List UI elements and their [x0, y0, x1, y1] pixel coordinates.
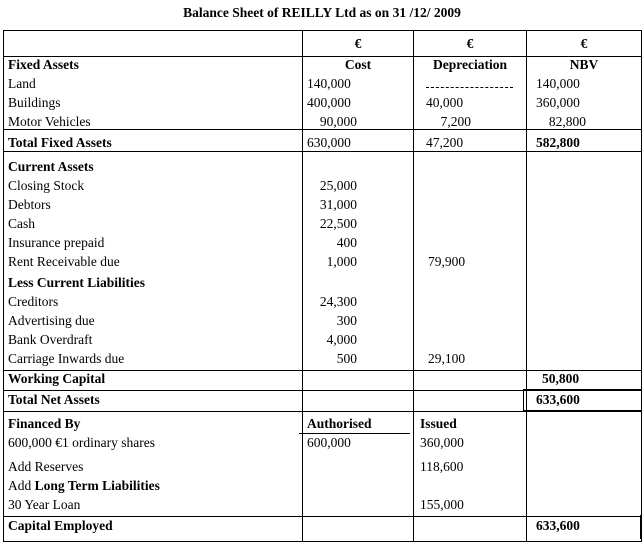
creditors-value: 24,300: [319, 294, 357, 309]
current-liabilities-heading: Less Current Liabilities: [8, 275, 146, 290]
authorised-header: Authorised: [307, 416, 372, 431]
add-reserves-label: Add Reserves: [8, 459, 84, 474]
working-capital-value: 50,800: [542, 371, 580, 386]
current-liabilities-total: 29,100: [428, 351, 466, 366]
total-fixed-assets-label: Total Fixed Assets: [8, 135, 112, 150]
table-border-left: [3, 30, 4, 542]
dashed-line: [426, 87, 513, 88]
cash-value: 22,500: [319, 216, 357, 231]
financed-by-heading: Financed By: [8, 416, 81, 431]
land-nbv: 140,000: [536, 76, 580, 91]
carriage-inwards-label: Carriage Inwards due: [8, 351, 125, 366]
current-assets-heading: Current Assets: [8, 159, 94, 174]
working-capital-label: Working Capital: [8, 371, 106, 386]
nbv-header: NBV: [569, 57, 599, 72]
fixed-assets-heading: Fixed Assets: [8, 57, 79, 72]
total-fixed-assets-depreciation: 47,200: [426, 135, 464, 150]
total-net-assets-label: Total Net Assets: [8, 392, 100, 407]
insurance-prepaid-value: 400: [336, 235, 357, 250]
capital-employed-label: Capital Employed: [8, 518, 113, 533]
long-term-liabilities-text: Long Term Liabilities: [34, 478, 160, 493]
total-net-assets-box: [523, 389, 642, 411]
insurance-prepaid-label: Insurance prepaid: [8, 235, 105, 250]
authorised-value: 600,000: [307, 435, 351, 450]
reserves-value: 118,600: [420, 459, 464, 474]
closing-stock-label: Closing Stock: [8, 178, 85, 193]
rent-receivable-value: 1,000: [326, 254, 357, 269]
currency-symbol-depreciation: €: [466, 36, 474, 51]
table-border-top: [3, 30, 642, 31]
issued-value: 360,000: [420, 435, 464, 450]
advertising-due-value: 300: [336, 313, 357, 328]
debtors-label: Debtors: [8, 197, 51, 212]
page-title: Balance Sheet of REILLY Ltd as on 31 /12/ 2009: [183, 5, 461, 20]
capital-employed-box: [523, 515, 641, 539]
currency-symbol-cost: €: [354, 36, 362, 51]
depreciation-header: Depreciation: [433, 57, 507, 72]
row-divider: [3, 151, 642, 152]
currency-symbol-nbv: €: [580, 36, 588, 51]
buildings-nbv: 360,000: [536, 95, 580, 110]
motor-vehicles-cost: 90,000: [319, 114, 357, 129]
carriage-inwards-value: 500: [336, 351, 357, 366]
motor-vehicles-label: Motor Vehicles: [8, 114, 91, 129]
column-divider: [526, 30, 527, 542]
table-border-bottom: [3, 541, 642, 542]
bank-overdraft-label: Bank Overdraft: [8, 332, 93, 347]
current-assets-total: 79,900: [428, 254, 466, 269]
issued-bracket: [413, 433, 414, 491]
loan-label: 30 Year Loan: [8, 497, 81, 512]
closing-stock-value: 25,000: [319, 178, 357, 193]
table-border-right: [641, 30, 642, 542]
capital-employed-value: 633,600: [536, 518, 580, 533]
motor-vehicles-nbv: 82,800: [548, 114, 586, 129]
cash-label: Cash: [8, 216, 35, 231]
motor-vehicles-depreciation: 7,200: [440, 114, 471, 129]
land-cost: 140,000: [307, 76, 351, 91]
row-divider: [3, 411, 642, 412]
rent-receivable-label: Rent Receivable due: [8, 254, 120, 269]
buildings-cost: 400,000: [307, 95, 351, 110]
land-label: Land: [8, 76, 36, 91]
creditors-label: Creditors: [8, 294, 59, 309]
advertising-due-label: Advertising due: [8, 313, 95, 328]
add-prefix: Add: [8, 478, 35, 493]
share-divider-authorised: [299, 433, 410, 434]
total-fixed-assets-cost: 630,000: [307, 135, 351, 150]
issued-header: Issued: [420, 416, 457, 431]
cost-header: Cost: [344, 57, 372, 72]
loan-value: 155,000: [420, 497, 464, 512]
total-net-assets-value: 633,600: [536, 392, 580, 407]
long-term-liabilities-label: [8, 478, 160, 494]
ordinary-shares-label: 600,000 €1 ordinary shares: [8, 435, 155, 450]
total-fixed-assets-nbv: 582,800: [536, 135, 580, 150]
bank-overdraft-value: 4,000: [326, 332, 357, 347]
buildings-depreciation: 40,000: [426, 95, 464, 110]
buildings-label: Buildings: [8, 95, 61, 110]
column-divider: [302, 30, 303, 542]
debtors-value: 31,000: [319, 197, 357, 212]
